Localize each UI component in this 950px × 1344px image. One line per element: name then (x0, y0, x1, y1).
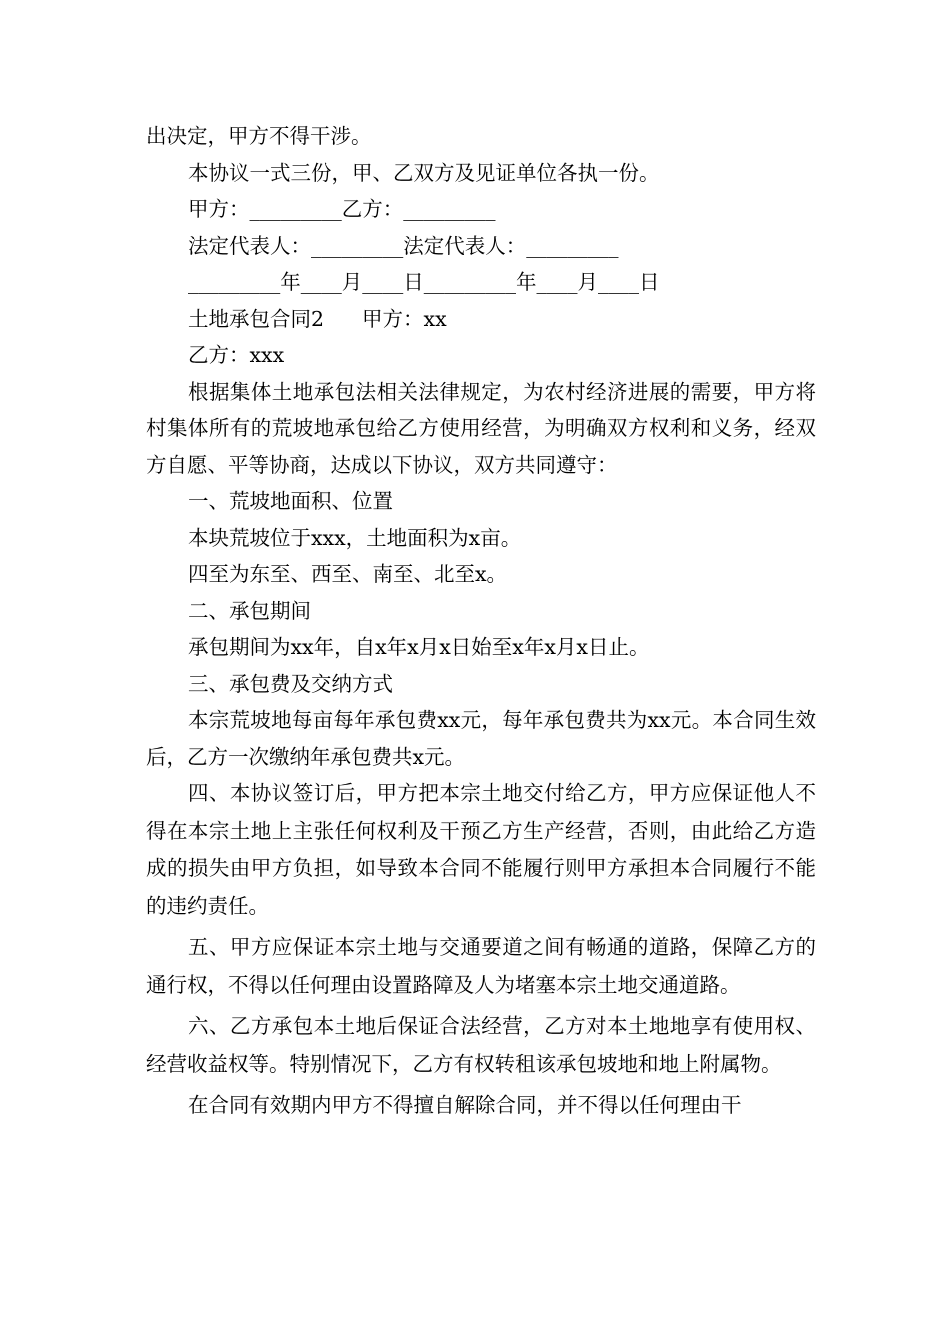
section2-period: 承包期间为xx年，自x年x月x日始至x年x月x日止。 (188, 635, 650, 659)
section5-paragraph: 五、甲方应保证本宗土地与交通要道之间有畅通的道路，保障乙方的通行权，不得以任何理由设置路障及人为堵塞本宗土地交通道路。 (146, 935, 816, 997)
document-page (146, 118, 816, 1129)
continuation-text: 出决定，甲方不得干涉。 (146, 124, 372, 148)
signature-dates: _________年____月____日_________年____月____日 (188, 270, 660, 294)
section4-paragraph: 四、本协议签订后，甲方把本宗土地交付给乙方，甲方应保证他人不得在本宗土地上主张任何权利及干预乙方生产经营，否则，由此给乙方造成的损失由甲方负担，如导致本合同不能履行则甲方承担本合同履行不能的违约责任。 (146, 781, 816, 918)
contract2-title: 土地承包合同2 (188, 306, 325, 331)
section1-heading: 一、荒坡地面积、位置 (188, 489, 393, 513)
signature-parties: 甲方：_________乙方：_________ (188, 197, 496, 221)
contract2-header (146, 301, 816, 338)
preamble-paragraph: 根据集体土地承包法相关法律规定，为农村经济进展的需要，甲方将村集体所有的荒坡地承包给乙方使用经营，为明确双方权利和义务，经双方自愿、平等协商，达成以下协议，双方共同遵守： (146, 379, 816, 477)
contract2-party-b: 乙方：xxx (188, 343, 285, 367)
section1-boundaries: 四至为东至、西至、南至、北至x。 (188, 562, 508, 586)
section6-paragraph: 六、乙方承包本土地后保证合法经营，乙方对本土地地享有使用权、经营收益权等。特别情况下，乙方有权转租该承包坡地和地上附属物。 (146, 1014, 816, 1076)
section3-paragraph: 本宗荒坡地每亩每年承包费xx元，每年承包费共为xx元。本合同生效后，乙方一次缴纳年承包费共x元。 (146, 708, 816, 769)
signature-representatives: 法定代表人：_________法定代表人：_________ (188, 233, 619, 258)
section2-heading: 二、承包期间 (188, 598, 311, 623)
contract2-party-a: 甲方：xx (362, 306, 447, 331)
termination-paragraph: 在合同有效期内甲方不得擅自解除合同，并不得以任何理由干 (188, 1093, 742, 1117)
section3-heading: 三、承包费及交纳方式 (188, 671, 393, 696)
copies-clause: 本协议一式三份，甲、乙双方及见证单位各执一份。 (188, 160, 660, 185)
section1-location: 本块荒坡位于xxx，土地面积为x亩。 (188, 525, 522, 550)
